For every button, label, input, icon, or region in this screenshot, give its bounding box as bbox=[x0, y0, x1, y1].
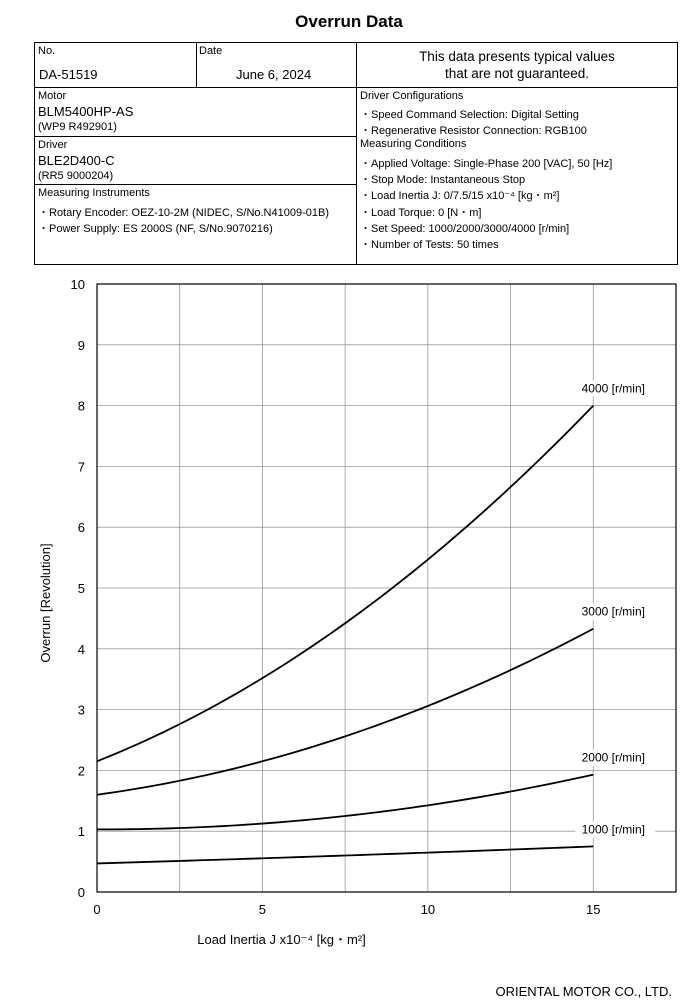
y-tick-label: 2 bbox=[77, 763, 85, 779]
motor-value: BLM5400HP-AS bbox=[38, 104, 134, 119]
conditions-label: Measuring Conditions bbox=[360, 138, 467, 150]
x-tick-label: 10 bbox=[420, 902, 436, 917]
series-label: 1000 [r/min] bbox=[581, 822, 645, 837]
condition-item: ・Set Speed: 1000/2000/3000/4000 [r/min] bbox=[360, 223, 570, 235]
y-tick-label: 3 bbox=[77, 702, 85, 718]
y-tick-label: 4 bbox=[77, 641, 85, 657]
y-tick-label: 7 bbox=[77, 459, 85, 475]
divider bbox=[35, 87, 677, 88]
page-title: Overrun Data bbox=[295, 12, 403, 31]
y-tick-label: 0 bbox=[77, 885, 85, 900]
overrun-chart bbox=[0, 270, 698, 960]
driver-config-label: Driver Configurations bbox=[360, 90, 464, 102]
series-label: 2000 [r/min] bbox=[581, 750, 645, 765]
y-tick-label: 1 bbox=[77, 824, 85, 840]
company-footer: ORIENTAL MOTOR CO., LTD. bbox=[495, 984, 672, 999]
instrument-item: ・Power Supply: ES 2000S (NF, S/No.9070216) bbox=[38, 223, 273, 235]
series-label: 3000 [r/min] bbox=[581, 604, 645, 619]
notice-line: This data presents typical values bbox=[419, 49, 615, 64]
motor-label: Motor bbox=[38, 90, 67, 102]
instruments-label: Measuring Instruments bbox=[38, 187, 150, 199]
number-label: No. bbox=[38, 45, 56, 57]
driver-config-item: ・Regenerative Resistor Connection: RGB100 bbox=[360, 125, 587, 137]
info-table bbox=[34, 42, 678, 265]
condition-item: ・Load Inertia J: 0/7.5/15 x10⁻⁴ [kg・m²] bbox=[360, 190, 560, 202]
driver-serial: (RR5 9000204) bbox=[38, 170, 114, 182]
instrument-item: ・Rotary Encoder: OEZ-10-2M (NIDEC, S/No.N41009-01B) bbox=[38, 207, 329, 219]
condition-item: ・Number of Tests: 50 times bbox=[360, 239, 499, 251]
driver-config-item: ・Speed Command Selection: Digital Setting bbox=[360, 109, 579, 121]
condition-item: ・Applied Voltage: Single-Phase 200 [VAC], 50 [Hz] bbox=[360, 158, 613, 170]
divider bbox=[35, 136, 356, 137]
y-tick-label: 8 bbox=[77, 398, 85, 414]
date-label: Date bbox=[199, 45, 223, 57]
x-tick-label: 5 bbox=[258, 902, 267, 917]
divider bbox=[196, 43, 197, 87]
x-tick-label: 15 bbox=[586, 902, 601, 917]
y-tick-label: 5 bbox=[77, 581, 85, 596]
x-axis-label: Load Inertia J x10⁻⁴ [kg・m²] bbox=[197, 932, 366, 947]
motor-serial: (WP9 R492901) bbox=[38, 121, 117, 133]
number-value: DA-51519 bbox=[39, 67, 98, 82]
y-tick-label: 9 bbox=[77, 337, 85, 353]
driver-value: BLE2D400-C bbox=[38, 153, 115, 168]
condition-item: ・Load Torque: 0 [N・m] bbox=[360, 207, 482, 219]
y-axis-label: Overrun [Revolution] bbox=[38, 543, 53, 663]
notice-line: that are not guaranteed. bbox=[444, 66, 590, 81]
date-value: June 6, 2024 bbox=[236, 67, 312, 82]
y-tick-label: 6 bbox=[77, 520, 85, 536]
x-tick-label: 0 bbox=[93, 902, 101, 917]
disclaimer-notice bbox=[357, 48, 677, 82]
driver-label: Driver bbox=[38, 139, 68, 151]
divider bbox=[35, 184, 356, 185]
y-tick-label: 10 bbox=[70, 277, 85, 292]
series-label: 4000 [r/min] bbox=[581, 381, 645, 396]
condition-item: ・Stop Mode: Instantaneous Stop bbox=[360, 174, 526, 186]
